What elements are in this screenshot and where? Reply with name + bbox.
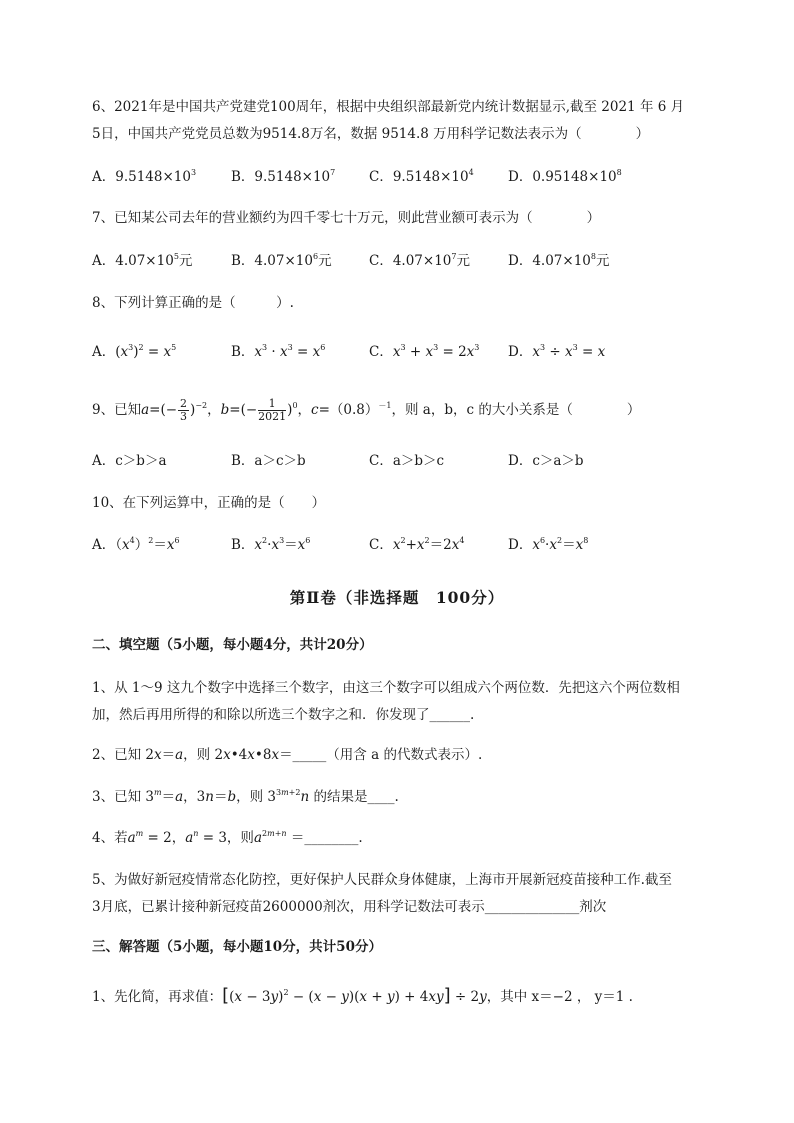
q10-option-b: B．$x^2\cdot x^3=x^6$ (231, 536, 311, 553)
q7-option-d: D．$4.07\times 10^8$元 (508, 252, 610, 269)
s3-q1: 1、先化简，再求值：$[(x - 3y)^2 - (x - y)(x + y) + 4xy] \div 2y$，其中 x＝−2 ， y＝1 . (92, 985, 633, 1006)
q9-option-d: D．c＞a＞b (508, 453, 584, 469)
q8-option-d: D．$x^3 \div x^3 = x$ (508, 343, 606, 360)
q9-option-b: B．a＞c＞b (231, 453, 306, 469)
q10-line1: 10、在下列运算中，正确的是（ ） (92, 495, 326, 511)
s2-q1-line2: 加，然后再用所得的和除以所选三个数字之和．你发现了______. (92, 707, 475, 723)
q10-option-c: C．$x^2+x^2=2x^4$ (369, 536, 465, 553)
section2-heading: 二、填空题（5小题，每小题4分，共计20分） (92, 637, 373, 653)
q8-option-b: B．$x^3 \cdot x^3 = x^6$ (231, 343, 326, 360)
s2-q5-line2: 3月底，已累计接种新冠疫苗2600000剂次，用科学记数法可表示______________剂次 (92, 899, 607, 915)
q10-option-d: D．$x^6\cdot x^2=x^8$ (508, 536, 589, 553)
q6-option-a: A．$9.5148\times 10^3$ (92, 168, 197, 185)
part2-title: 第Ⅱ卷（非选择题 100分） (289, 588, 505, 607)
q6-option-b: B．$9.5148\times 10^7$ (231, 168, 336, 185)
q9-line1: 9、已知a=(− $\frac{2}{3}$ )$^{-2}$，b=(− $\frac{1}{2021}$ )$^0$，$c=(0.8)^{-1}$，则 a，b，c 的大小关系是（ ） (92, 397, 641, 423)
q6-line1: 6、2021年是中国共产党建党100周年，根据中央组织部最新党内统计数据显示,截至 2021 年 6 月 (92, 99, 685, 115)
q7-option-a: A．$4.07\times 10^5$元 (92, 252, 193, 269)
s2-q3: 3、已知 $3^m=a$，3n＝b，则 $3^{3m+2}n$ 的结果是____. (92, 788, 399, 805)
q6-line2: 5日，中国共产党党员总数为9514.8万名，数据 9514.8 万用科学记数法表示为（ ） (92, 126, 650, 142)
q8-line1: 8、下列计算正确的是（ ）. (92, 295, 294, 311)
q8-option-a: A．$(x^3)^2 = x^5$ (92, 343, 177, 360)
section3-heading: 三、解答题（5小题，每小题10分，共计50分） (92, 939, 382, 955)
q9-option-a: A．c＞b＞a (92, 453, 167, 469)
q6-option-c: C．$9.5148\times 10^4$ (369, 168, 474, 185)
s2-q5-line1: 5、为做好新冠疫情常态化防控，更好保护人民群众身体健康，上海市开展新冠疫苗接种工作.截至 (92, 872, 672, 888)
q6-option-d: D．$0.95148\times 10^8$ (508, 168, 622, 185)
q10-option-a: A．$(x^4)^2=x^6$ (92, 536, 180, 553)
s2-q2: 2、已知 2x＝a，则 2x•4x•8x＝_____（用含 a 的代数式表示）. (92, 747, 483, 763)
q9-option-c: C．a＞b＞c (369, 453, 445, 469)
q7-option-b: B．$4.07\times 10^6$元 (231, 252, 332, 269)
s2-q1-line1: 1、从 1～9 这九个数字中选择三个数字，由这三个数字可以组成六个两位数．先把这六个两位数相 (92, 680, 680, 696)
q7-option-c: C．$4.07\times 10^7$元 (369, 252, 470, 269)
q7-line1: 7、已知某公司去年的营业额约为四千零七十万元，则此营业额可表示为（ ） (92, 210, 601, 226)
q8-option-c: C．$x^3 + x^3 = 2x^3$ (369, 343, 480, 360)
s2-q4: 4、若$a^m = 2$，$a^n = 3$，则$a^{2m+n}$ ＝________. (92, 829, 363, 846)
